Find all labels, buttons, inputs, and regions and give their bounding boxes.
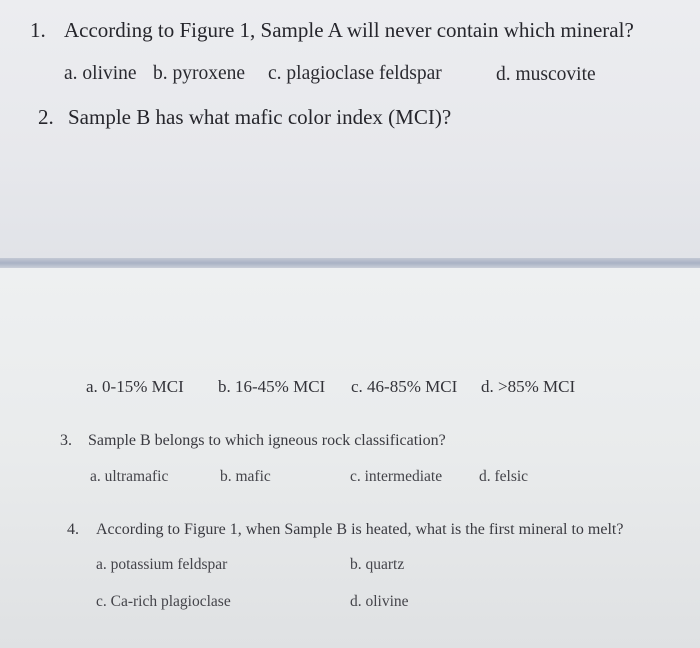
q3-option-b: b. mafic [220, 468, 271, 485]
q4-option-b: b. quartz [350, 556, 405, 573]
q3-option-a: a. ultramafic [90, 468, 169, 485]
q3-number: 3. [60, 432, 72, 449]
q1-number: 1. [30, 18, 46, 42]
q2-text: Sample B has what mafic color index (MCI)? [68, 105, 452, 129]
q4-option-d: d. olivine [350, 593, 409, 610]
q2-option-b: b. 16-45% MCI [218, 377, 326, 396]
q2-option-d: d. >85% MCI [481, 377, 576, 396]
q4-option-a: a. potassium feldspar [96, 556, 228, 573]
q2-option-c: c. 46-85% MCI [351, 377, 458, 396]
q4-number: 4. [67, 521, 79, 538]
q3-option-d: d. felsic [479, 468, 529, 485]
page-break-divider [0, 258, 700, 268]
q1-option-a: a. olivine [64, 63, 137, 84]
q3-option-c: c. intermediate [350, 468, 443, 485]
q1-text: According to Figure 1, Sample A will never contain which mineral? [64, 18, 634, 42]
q2-number: 2. [38, 105, 54, 129]
q3-text: Sample B belongs to which igneous rock classification? [88, 432, 446, 449]
q1-option-c: c. plagioclase feldspar [268, 63, 442, 84]
q4-option-c: c. Ca-rich plagioclase [96, 593, 231, 610]
bottom-page [0, 268, 700, 648]
q2-option-a: a. 0-15% MCI [86, 377, 184, 396]
q4-text: According to Figure 1, when Sample B is heated, what is the first mineral to melt? [96, 521, 624, 538]
q1-option-b: b. pyroxene [153, 63, 246, 84]
q1-option-d: d. muscovite [496, 64, 596, 85]
